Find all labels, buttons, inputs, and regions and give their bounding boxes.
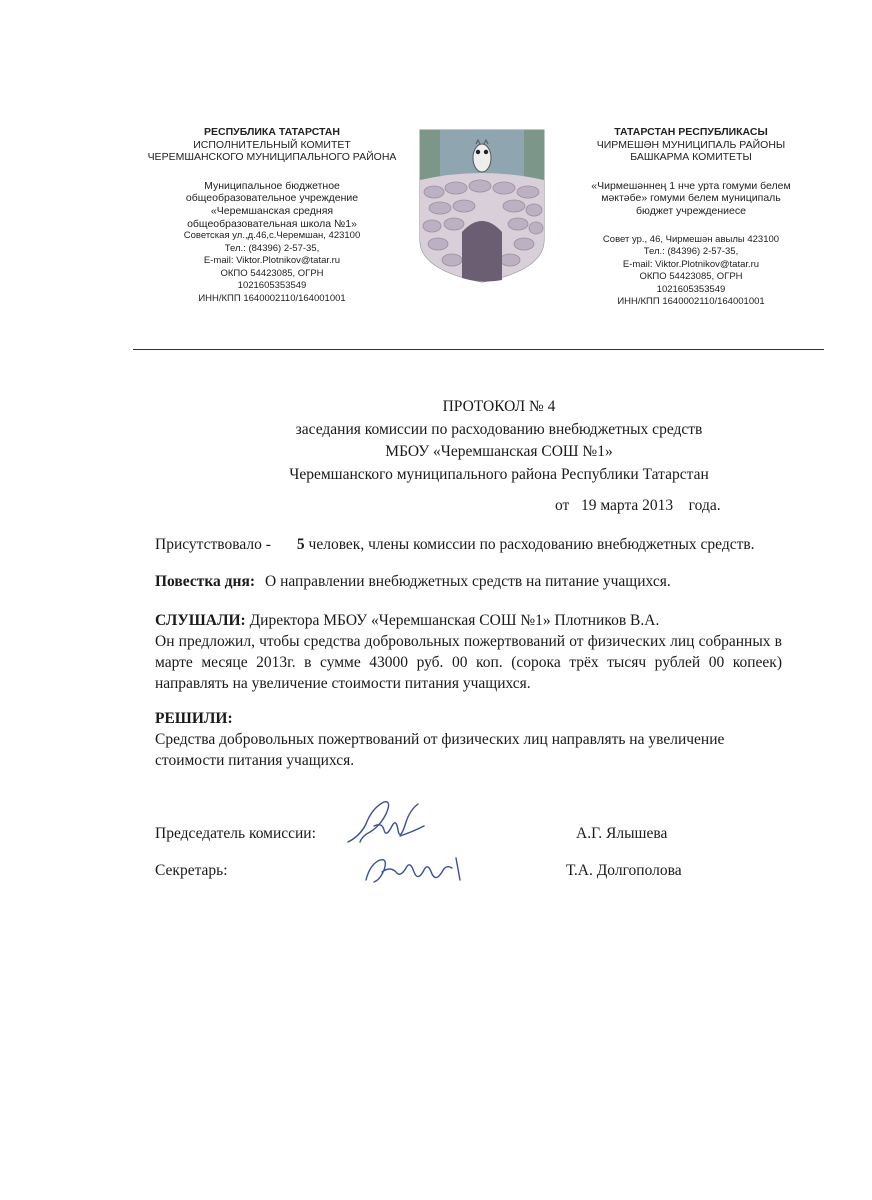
chair-name: А.Г. Ялышева	[576, 825, 668, 842]
header-left-email: E-mail: Viktor.Plotnikov@tatar.ru	[203, 255, 341, 267]
header-left-phone: Тел.: (84396) 2-57-35,	[224, 242, 320, 254]
secretary-label: Секретарь:	[155, 862, 228, 879]
heard-line	[155, 610, 782, 631]
attendance-line	[155, 534, 782, 555]
header-right-school-line: мәктәбе» гомуми белем муниципаль	[601, 192, 781, 205]
decided-section	[155, 708, 782, 771]
header-right-org: ТАТАРСТАН РЕСПУБЛИКАСЫ	[614, 126, 768, 138]
header-right-inn: ИНН/КПП 1640002110/164001001	[617, 296, 765, 308]
secretary-name: Т.А. Долгополова	[566, 862, 682, 879]
header-right-district: БАШКАРМА КОМИТЕТЫ	[630, 151, 752, 164]
secretary-signature-icon	[360, 850, 470, 890]
header-right-phone: Тел.: (84396) 2-57-35,	[643, 246, 739, 258]
heard-text: Директора МБОУ «Черемшанская СОШ №1» Плотников В.А.	[245, 612, 660, 629]
title-subject: заседания комиссии по расходованию внебюджетных средств	[295, 420, 703, 438]
agenda-label: Повестка дня:	[155, 573, 255, 590]
chair-label: Председатель комиссии:	[155, 825, 316, 842]
protocol-number: ПРОТОКОЛ № 4	[442, 398, 556, 415]
header-left-ogrn: 1021605353549	[237, 280, 307, 292]
coat-of-arms-icon	[418, 128, 546, 284]
agenda-text: О направлении внебюджетных средств на питание учащихся.	[265, 573, 671, 590]
heard-label: СЛУШАЛИ:	[155, 612, 246, 629]
header-left-school-line: Муниципальное бюджетное	[204, 179, 340, 192]
header-right-ogrn: 1021605353549	[656, 283, 726, 295]
header-left-district: ЧЕРЕМШАНСКОГО МУНИЦИПАЛЬНОГО РАЙОНА	[147, 151, 397, 164]
header-right-email: E-mail: Viktor.Plotnikov@tatar.ru	[622, 258, 760, 270]
header-left-school-line: общеобразовательная школа №1»	[187, 217, 357, 230]
header-left-school-line: общеобразовательное учреждение	[185, 192, 359, 205]
decided-paragraph: Средства добровольных пожертвований от физических лиц направлять на увеличение стоимости питания учащихся.	[155, 731, 725, 769]
header-divider	[133, 349, 824, 350]
header-right	[562, 126, 820, 309]
heard-paragraph: Он предложил, чтобы средства добровольных пожертвований от физических лиц собранных в марте месяце 2013г. в сумме 43000 руб. 00 коп. (сорока трёх тысяч рублей 00 копеек) направлять на увеличение стоимости питания учащихся.	[155, 633, 782, 692]
header-right-school-line: бюджет учреждениесе	[636, 204, 746, 217]
header-right-okpo: ОКПО 54423085, ОГРН	[639, 271, 743, 283]
heard-section	[155, 610, 782, 694]
chair-signature-icon	[340, 796, 440, 856]
attendance-label: Присутствовало -	[155, 536, 271, 553]
header-left-school-line: «Черемшанская средняя	[210, 204, 334, 217]
agenda-line	[155, 571, 782, 592]
attendance-count: 5	[296, 536, 305, 553]
header-left-address: Советская ул.,д.46,с.Черемшан, 423100	[183, 230, 361, 242]
header-right-address: Совет ур., 46, Чирмешән авылы 423100	[602, 233, 780, 245]
header-right-committee: ЧИРМЕШӘН МУНИЦИПАЛЬ РАЙОНЫ	[596, 138, 786, 151]
header-left	[138, 126, 406, 305]
document-title	[140, 396, 858, 486]
document-date: от 19 марта 2013 года.	[555, 497, 721, 514]
title-school: МБОУ «Черемшанская СОШ №1»	[385, 443, 613, 460]
title-district: Черемшанского муниципального района Республики Татарстан	[289, 465, 709, 483]
attendance-text: человек, члены комиссии по расходованию внебюджетных средств.	[304, 536, 755, 553]
header-left-okpo: ОКПО 54423085, ОГРН	[220, 267, 324, 279]
header-left-committee: ИСПОЛНИТЕЛЬНЫЙ КОМИТЕТ	[193, 138, 351, 151]
decided-label: РЕШИЛИ:	[155, 710, 233, 727]
header-right-school-line: «Чирмешәннең 1 нче урта гомуми белем	[591, 179, 791, 192]
header-left-org: РЕСПУБЛИКА ТАТАРСТАН	[204, 126, 340, 138]
header-left-inn: ИНН/КПП 1640002110/164001001	[198, 292, 346, 304]
